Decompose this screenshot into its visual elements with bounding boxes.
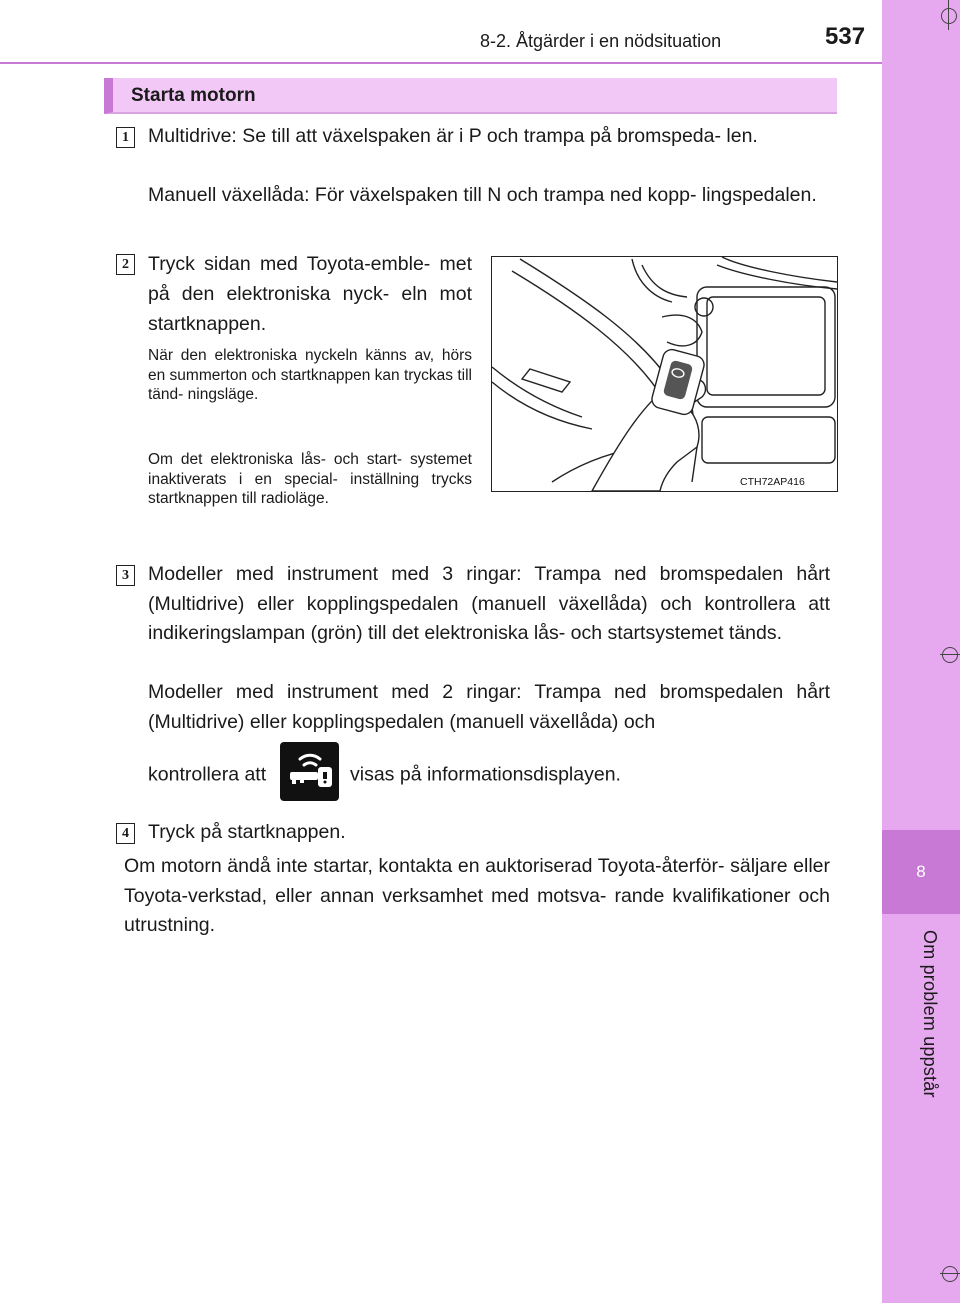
step-2-text: Tryck sidan med Toyota-emble- met på den elektroniska nyck- eln mot startknappen. xyxy=(148,253,472,335)
step-badge-1: 1 xyxy=(116,127,135,148)
figure-code: CTH72AP416 xyxy=(740,476,805,488)
step-3-text-before-icon: kontrollera att xyxy=(148,763,267,786)
section-header xyxy=(104,78,837,114)
step-3-line-with-icon xyxy=(148,746,830,805)
step-3-text-after-icon: visas på informationsdisplayen. xyxy=(350,763,621,786)
step-4-text: Tryck på startknappen. xyxy=(148,821,346,843)
chapter-number-tab xyxy=(882,830,960,914)
chapter-title: Om problem uppstår xyxy=(920,930,940,1098)
key-indicator-glyph xyxy=(280,742,339,801)
closing-paragraph: Om motorn ändå inte startar, kontakta en auktoriserad Toyota-återför- säljare eller Toyota-verkstad, eller annan verksamhet med motsva- rande kvalifikationer och utrustning. xyxy=(124,855,830,936)
header-section-title: 8-2. Åtgärder i en nödsituation xyxy=(480,31,722,51)
step-badge-2: 2 xyxy=(116,254,135,275)
step-2-note-2: Om det elektroniska lås- och start- systemet inaktiverats i en special- inställning trycks startknappen till radioläge. xyxy=(148,451,472,507)
header-rule xyxy=(0,62,882,64)
crop-ring-mid xyxy=(942,647,958,663)
step-3-text-2: Modeller med instrument med 2 ringar: Trampa ned bromspedalen hårt (Multidrive) eller kopplingspedalen (manuell växellåda) och xyxy=(148,681,830,733)
key-fob-on-start-button-illustration xyxy=(492,257,837,491)
step-2-note-1: När den elektroniska nyckeln känns av, hörs en summerton och startknappen kan tryckas till tänd- ningsläge. xyxy=(148,347,472,403)
key-fob-figure xyxy=(491,256,838,492)
step-badge-4: 4 xyxy=(116,823,135,844)
step-badge-3: 3 xyxy=(116,565,135,586)
crop-ring-bottom xyxy=(942,1266,958,1282)
step-3-text: Modeller med instrument med 3 ringar: Trampa ned bromspedalen hårt (Multidrive) eller kopplingspedalen (manuell växellåda) och kontrollera att indikeringslampan (grön) till det elektroniska lås- och startsystemet tänds. xyxy=(148,563,830,644)
chapter-number: 8 xyxy=(916,862,926,881)
crop-ring-top xyxy=(941,8,957,24)
section-title: Starta motorn xyxy=(131,85,256,106)
page-number: 537 xyxy=(825,23,866,50)
key-indicator-icon xyxy=(280,742,339,801)
step-1-text: Multidrive: Se till att växelspaken är i P och trampa på bromspeda- len. xyxy=(148,125,758,147)
step-1-text-2: Manuell växellåda: För växelspaken till N och trampa ned kopp- lingspedalen. xyxy=(148,184,817,206)
